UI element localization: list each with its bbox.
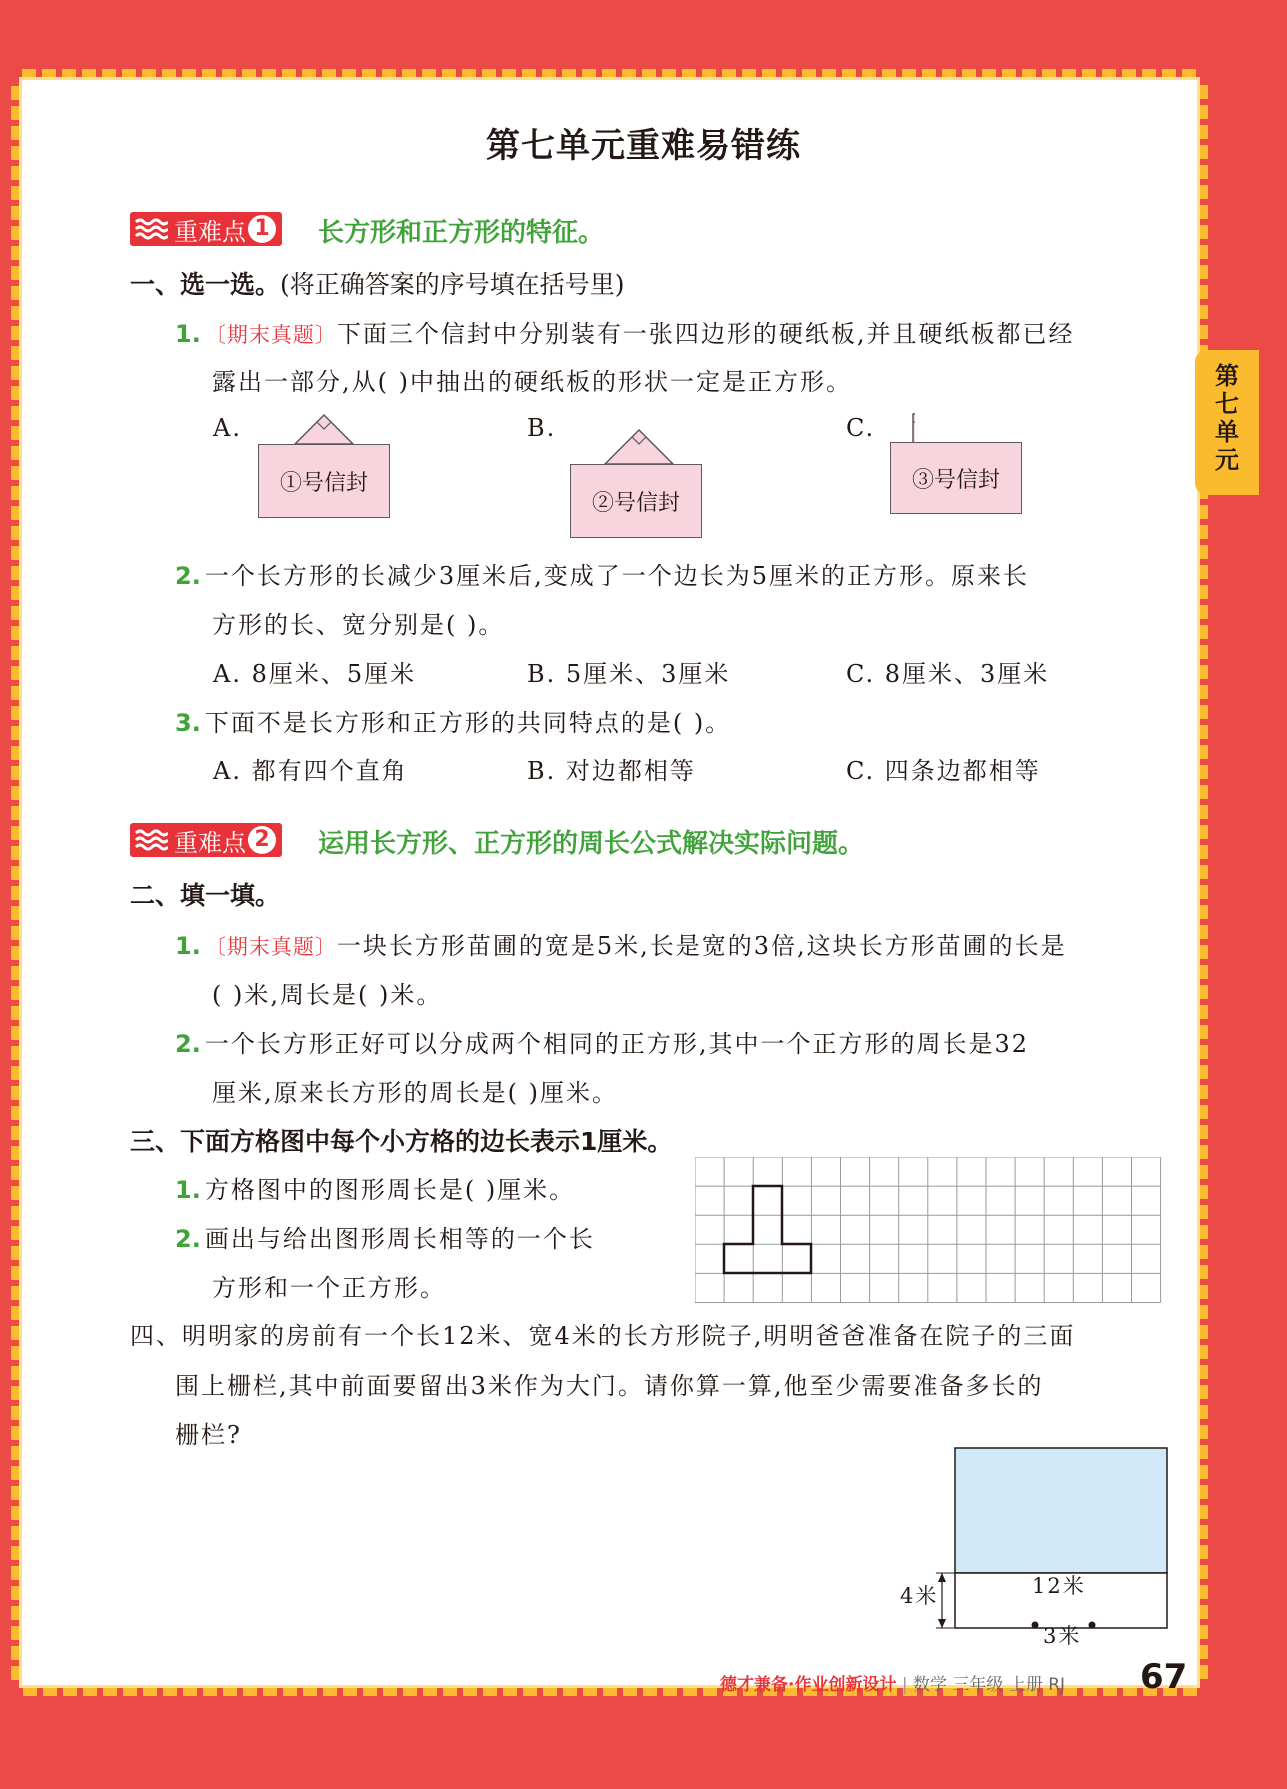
page-footer: 德才兼备·作业创新设计 | 数学 三年级 上册 RJ xyxy=(720,1675,1066,1695)
gate-width-label: 3米 xyxy=(1043,1624,1082,1648)
wave-icon xyxy=(134,828,168,852)
s1-q2-line1: 2. 一个长方形的长减少3厘米后,变成了一个边长为5厘米的正方形。原来长 xyxy=(175,562,1029,590)
badge-label: 重难点 xyxy=(174,217,246,246)
card-c-square xyxy=(913,414,915,444)
s1-q3-option-a: A. 都有四个直角 xyxy=(213,757,408,785)
card-b-diamond xyxy=(605,430,673,464)
envelope-1: ①号信封 xyxy=(258,444,390,518)
badge-label: 重难点 xyxy=(174,828,246,857)
section-1-heading: 一、选一选。(将正确答案的序号填在括号里) xyxy=(130,270,625,299)
gate-post-right xyxy=(1089,1622,1096,1629)
s1-q1-option-a: A. xyxy=(213,414,242,442)
s1-q2-option-a: A. 8厘米、5厘米 xyxy=(213,660,417,688)
s2-q1-line1: 1. 〔期末真题〕一块长方形苗圃的宽是5米,长是宽的3倍,这块长方形苗圃的长是 xyxy=(175,932,1067,960)
key-point-topic-2: 运用长方形、正方形的周长公式解决实际问题。 xyxy=(318,829,865,859)
badge-number: 2 xyxy=(248,826,276,854)
s1-q1-line2: 露出一部分,从( )中抽出的硬纸板的形状一定是正方形。 xyxy=(212,368,852,396)
wave-icon xyxy=(134,217,168,241)
s1-q1-line1: 1. 〔期末真题〕下面三个信封中分别装有一张四边形的硬纸板,并且硬纸板都已经 xyxy=(175,320,1075,348)
key-point-topic-1: 长方形和正方形的特征。 xyxy=(318,218,605,248)
yard-figure xyxy=(890,1440,1180,1650)
badge-number: 1 xyxy=(248,215,276,243)
key-point-badge-2 xyxy=(130,823,282,857)
s4-line3: 栅栏? xyxy=(175,1421,242,1449)
section-2-heading: 二、填一填。 xyxy=(130,881,281,910)
s1-q3-option-b: B. 对边都相等 xyxy=(527,757,696,785)
envelope-2: ②号信封 xyxy=(570,464,702,538)
s3-q2-line1: 2. 画出与给出图形周长相等的一个长 xyxy=(175,1225,595,1253)
yard-width-label: 4米 xyxy=(900,1584,939,1608)
s1-q1-option-c: C. xyxy=(846,414,876,442)
s1-q3-line1: 3. 下面不是长方形和正方形的共同特点的是( )。 xyxy=(175,709,732,737)
yard-area xyxy=(955,1448,1167,1573)
square-grid[interactable] xyxy=(695,1157,1171,1305)
s2-q2-line2: 厘米,原来长方形的周长是( )厘米。 xyxy=(212,1079,618,1107)
s1-q1-option-b: B. xyxy=(527,414,557,442)
s1-q2-line2: 方形的长、宽分别是( )。 xyxy=(212,611,505,639)
t-shape-figure xyxy=(724,1186,811,1273)
yard-length-label: 12米 xyxy=(1032,1574,1086,1598)
s4-line1: 四、明明家的房前有一个长12米、宽4米的长方形院子,明明爸爸准备在院子的三面 xyxy=(130,1322,1076,1350)
s2-q1-line2: ( )米,周长是( )米。 xyxy=(212,981,443,1009)
section-3-heading: 三、下面方格图中每个小方格的边长表示1厘米。 xyxy=(130,1127,673,1156)
key-point-badge-1 xyxy=(130,212,282,246)
s4-line2: 围上栅栏,其中前面要留出3米作为大门。请你算一算,他至少需要准备多长的 xyxy=(175,1372,1044,1400)
s1-q3-option-c: C. 四条边都相等 xyxy=(846,757,1041,785)
s3-q2-line2: 方形和一个正方形。 xyxy=(212,1274,446,1302)
s3-q1-line: 1. 方格图中的图形周长是( )厘米。 xyxy=(175,1176,576,1204)
page-number: 67 xyxy=(1140,1657,1188,1697)
s1-q2-option-b: B. 5厘米、3厘米 xyxy=(527,660,731,688)
unit-side-tab: 第 七 单 元 xyxy=(1195,350,1259,495)
envelope-3: ③号信封 xyxy=(890,442,1022,514)
gate-post-left xyxy=(1032,1622,1039,1629)
s1-q2-option-c: C. 8厘米、3厘米 xyxy=(846,660,1050,688)
s2-q2-line1: 2. 一个长方形正好可以分成两个相同的正方形,其中一个正方形的周长是32 xyxy=(175,1030,1029,1058)
page-title: 第七单元重难易错练 xyxy=(486,126,801,166)
